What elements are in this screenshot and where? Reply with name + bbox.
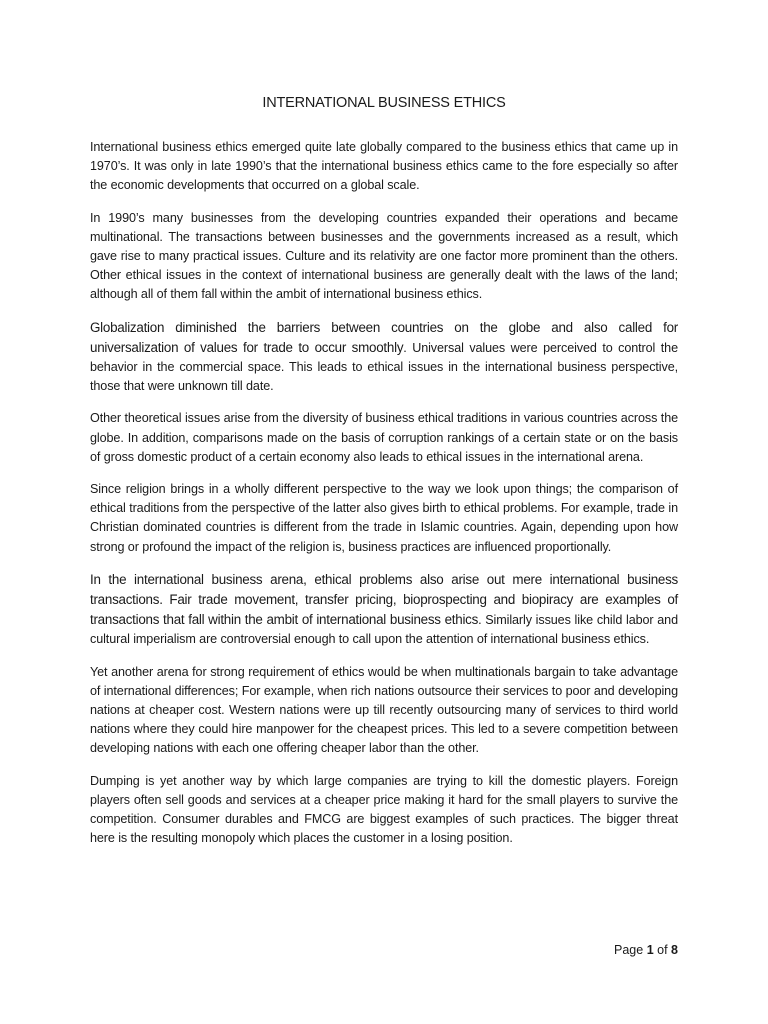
paragraph-text: Since religion brings in a wholly different perspective to the way we look upon things; the comparison of ethical traditions from the perspective of the latter also gives birth to ethical problems. For example, trade in Christian dominated countries is different from the trade in Islamic countries. Again, depending upon how strong or profound the impact of the religion is, business practices are influenced proportionally. [90,482,678,554]
paragraph-1 [90,138,678,196]
document-body [90,138,678,862]
paragraph-8 [90,772,678,849]
paragraph-5 [90,480,678,557]
paragraph-text: Other theoretical issues arise from the diversity of business ethical traditions in various countries across the globe. In addition, comparisons made on the basis of corruption rankings of a certain state or on the basis of gross domestic product of a certain economy also leads to ethical issues in the international arena. [90,411,678,464]
paragraph-text: In 1990’s many businesses from the developing countries expanded their operations and became multinational. The transactions between businesses and the governments increased as a result, which gave rise to many practical issues. Culture and its relativity are one factor more prominent than the others. Other ethical issues in the context of international business are generally dealt with the laws of the land; although all of them fall within the ambit of international business ethics. [90,210,678,302]
page-title: INTERNATIONAL BUSINESS ETHICS [262,95,506,111]
paragraph-emphasis: In the international business arena, ethical problems also arise out mere international business transactions. Fair trade movement, transfer pricing, bioprospecting and biopiracy are examples of transactions that fall within the ambit of international business ethics [90,571,678,628]
paragraph-emphasis: Globalization diminished the barriers between countries on the globe and also called for universalization of values for trade to occur smoothly [90,319,678,355]
paragraph-text: Yet another arena for strong requirement of ethics would be when multinationals bargain to take advantage of international differences; For example, when rich nations outsource their services to poor and developing nations at cheaper cost. Western nations were up till recently outsourcing many of services to third world nations where they could hire manpower for the cheapest prices. This led to a severe competition between developing nations with each one offering cheaper labor than the other. [90,664,678,756]
paragraph-text: . Universal values were perceived to control the behavior in the commercial space. This leads to ethical issues in the international business perspective, those that were unknown till date. [90,340,678,394]
paragraph-text: International business ethics emerged quite late globally compared to the business ethics that came up in 1970’s. It was only in late 1990’s that the international business ethics came to the fore especially so after the economic developments that occurred on a global scale. [90,140,678,193]
paragraph-text: Dumping is yet another way by which large companies are trying to kill the domestic players. Foreign players often sell goods and services at a cheaper price making it hard for the small players to survive the competition. Consumer durables and FMCG are biggest examples of such practices. The bigger threat here is the resulting monopoly which places the customer in a losing position. [90,773,678,846]
page-label: Page [614,943,644,957]
paragraph-3 [90,318,678,397]
paragraph-text: . Similarly issues like child labor and cultural imperialism are controversial enough to call upon the attention of international business ethics. [90,613,678,647]
paragraph-6 [90,570,678,650]
paragraph-7 [90,663,678,759]
page-footer [614,943,678,957]
current-page-number: 1 [646,943,654,957]
total-pages-number: 8 [671,943,678,957]
paragraph-2 [90,209,678,305]
paragraph-4 [90,409,678,467]
of-label: of [657,943,668,957]
